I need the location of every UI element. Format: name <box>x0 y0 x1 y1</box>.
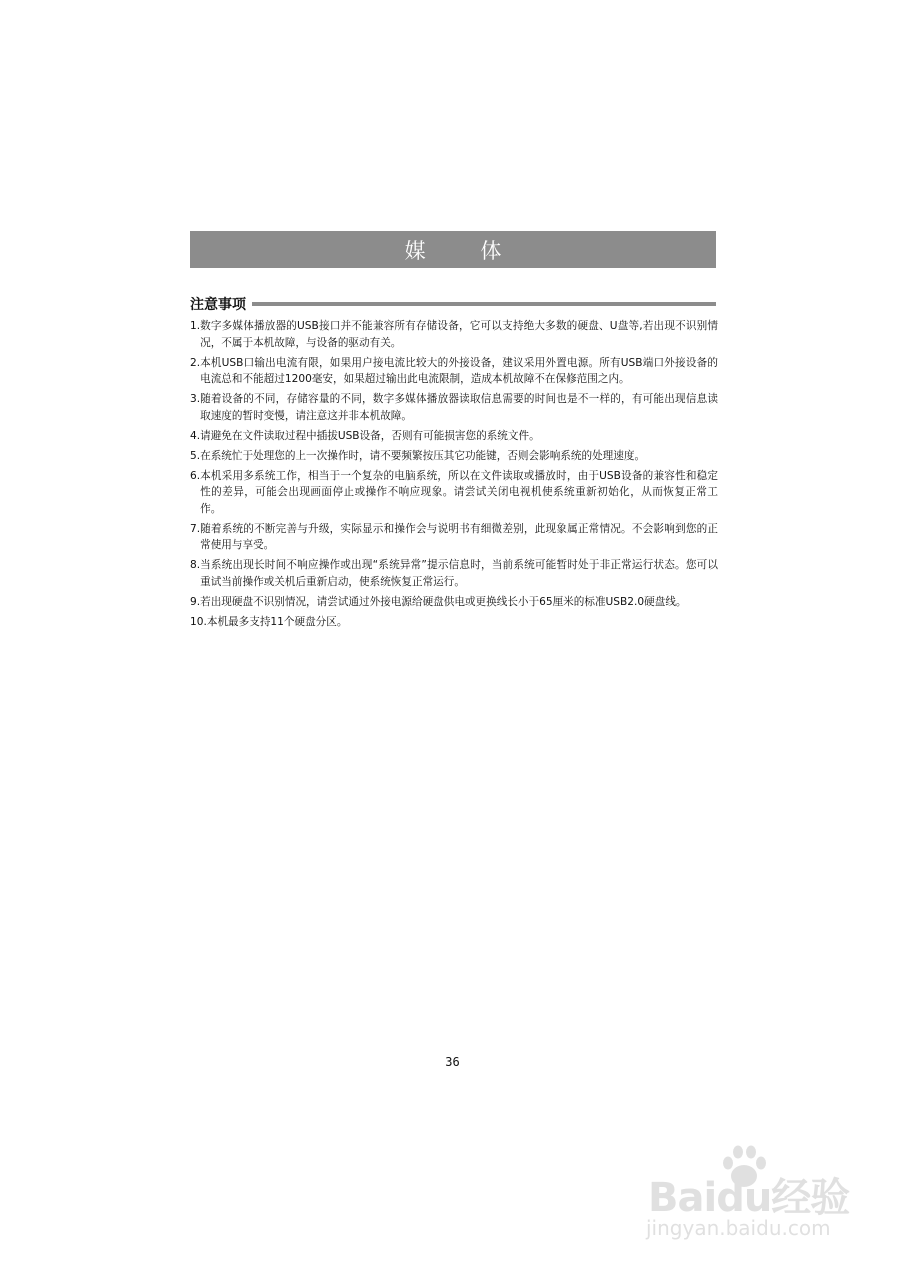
page-number: 36 <box>445 1055 460 1069</box>
note-text: 本机USB口输出电流有限，如果用户接电流比较大的外接设备，建议采用外置电源。所有USB端口外接设备的电流总和不能超过1200毫安，如果超过输出此电流限制，造成本机故障不在保修范围之内。 <box>200 356 718 385</box>
list-item <box>190 428 718 445</box>
notes-list <box>190 318 718 634</box>
note-number: 5. <box>190 449 201 462</box>
page-title-bar <box>190 231 716 268</box>
list-item <box>190 557 718 590</box>
list-item <box>190 448 718 465</box>
note-number: 10. <box>190 615 207 628</box>
note-text: 当系统出现长时间不响应操作或出现“系统异常”提示信息时，当前系统可能暂时处于非正常运行状态。您可以重试当前操作或关机后重新启动，使系统恢复正常运行。 <box>200 559 718 588</box>
section-divider <box>252 302 716 306</box>
note-number: 1. <box>190 320 201 332</box>
note-number: 8. <box>190 559 201 571</box>
watermark <box>640 1140 870 1250</box>
note-text: 若出现硬盘不识别情况，请尝试通过外接电源给硬盘供电或更换线长小于65厘米的标准USB2.0硬盘线。 <box>200 595 687 608</box>
note-number: 2. <box>190 356 201 369</box>
list-item <box>190 521 718 554</box>
list-item <box>190 594 718 611</box>
list-item <box>190 614 718 631</box>
note-number: 9. <box>190 595 201 608</box>
list-item <box>190 391 718 424</box>
note-number: 7. <box>190 522 201 535</box>
note-text: 随着系统的不断完善与升级，实际显示和操作会与说明书有细微差别，此现象属正常情况。不会影响到您的正常使用与享受。 <box>200 522 718 551</box>
note-number: 4. <box>190 429 201 442</box>
list-item <box>190 318 718 351</box>
note-text: 随着设备的不同，存储容量的不同，数字多媒体播放器读取信息需要的时间也是不一样的，有可能出现信息读取速度的暂时变慢，请注意这并非本机故障。 <box>200 393 718 422</box>
section-header <box>190 294 716 314</box>
note-text: 数字多媒体播放器的USB接口并不能兼容所有存储设备，它可以支持绝大多数的硬盘、U盘等,若出现不识别情况，不属于本机故障，与设备的驱动有关。 <box>200 320 718 349</box>
note-text: 本机最多支持11个硬盘分区。 <box>206 615 348 628</box>
list-item <box>190 355 718 388</box>
note-number: 3. <box>190 393 201 405</box>
list-item <box>190 468 718 518</box>
note-number: 6. <box>190 469 201 482</box>
note-text: 请避免在文件读取过程中插拔USB设备，否则有可能损害您的系统文件。 <box>200 429 540 442</box>
note-text: 在系统忙于处理您的上一次操作时，请不要频繁按压其它功能键，否则会影响系统的处理速度。 <box>200 449 646 462</box>
note-text: 本机采用多系统工作，相当于一个复杂的电脑系统，所以在文件读取或播放时，由于USB设备的兼容性和稳定性的差异，可能会出现画面停止或操作不响应现象。请尝试关闭电视机使系统重新初始化，从而恢复正常工作。 <box>200 469 718 515</box>
page-title: 媒 体 <box>404 238 526 263</box>
watermark-brand: Baidu经验 <box>648 1175 850 1221</box>
section-title: 注意事项 <box>190 297 246 313</box>
watermark-url: jingyan.baidu.com <box>646 1216 831 1240</box>
